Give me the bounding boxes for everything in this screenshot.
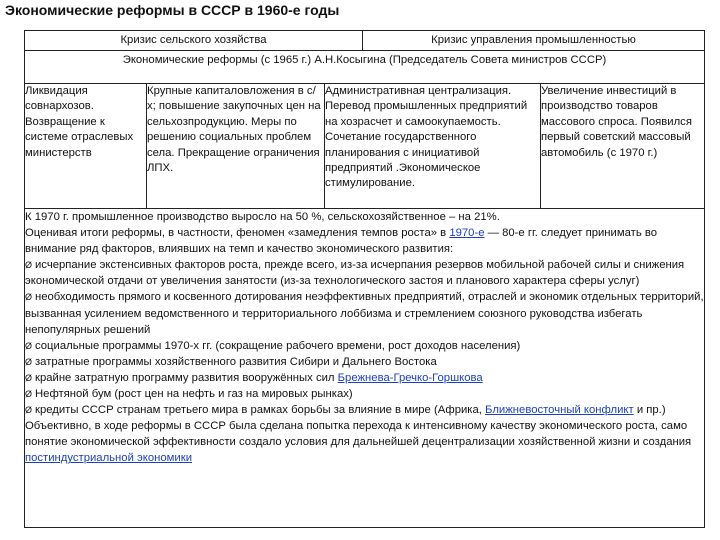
bullet-arrow-icon: Ø <box>25 292 33 303</box>
column-consumer-goods: Увеличение инвестиций в производство товаров массового спроса. Появился первый советский массовый автомобиль (с 1970 г.) <box>541 84 705 209</box>
bullet-arrow-icon: Ø <box>25 340 33 351</box>
assessment-paragraph: Оценивая итоги реформы, в частности, феномен «замедления темпов роста» в 1970-е — 80-е гг. следует принимать во внимание ряд факторов, влиявших на темп и качество экономического развития: <box>25 227 658 256</box>
conclusion-paragraph: Объективно, в ходе реформы в СССР была сделана попытка перехода к интенсивному качеству экономического роста, само понятие экономической эффективности создало условия для дальнейшей децентрализации хозяйственной жизни и создания постиндустриальной экономики <box>25 420 692 465</box>
link-middle-east-conflict[interactable]: Ближневосточный конфликт <box>485 404 634 417</box>
bullet-arrow-icon: Ø <box>25 372 33 383</box>
factor-item: Ø необходимость прямого и косвенного дотирования неэффективных предприятий, отраслей и экономик отдельных территорий, вызванная усилением ведомственного и территориального лоббизма и стремлением союзного руководства избегать непопулярных решений <box>25 291 704 336</box>
link-postindustrial-economy[interactable]: постиндустриальной экономики <box>25 452 192 465</box>
bullet-arrow-icon: Ø <box>25 356 33 367</box>
factor-item: Ø Нефтяной бум (рост цен на нефть и газ на мировых рынках) <box>25 386 704 402</box>
page-title: Экономические реформы в СССР в 1960-е годы <box>5 2 340 18</box>
results-paragraph: К 1970 г. промышленное производство выросло на 50 %, сельскохозяйственное – на 21%. <box>25 211 500 223</box>
header-agriculture-crisis: Кризис сельского хозяйства <box>25 31 363 51</box>
column-ministries: Ликвидация совнархозов. Возвращение к системе отраслевых министерств <box>25 84 147 209</box>
factor-item: Ø социальные программы 1970-х гг. (сокращение рабочего времени, рост доходов населения) <box>25 338 704 354</box>
link-1970s[interactable]: 1970-е <box>449 227 485 240</box>
header-industry-crisis: Кризис управления промышленностью <box>363 31 705 51</box>
bullet-arrow-icon: Ø <box>25 389 33 400</box>
column-agriculture: Крупные капиталовложения в с/х; повышение закупочных цен на сельхозпродукцию. Меры по решению социальных проблем села. Прекращение ограничения ЛПХ. <box>147 84 325 209</box>
column-industry: Административная централизация. Перевод промышленных предприятий на хозрасчет и самоокупаемость. Сочетание государственного планирования с инициативой предприятий .Экономическое стимулирование. <box>325 84 541 209</box>
kosygin-reform-row: Экономические реформы (с 1965 г.) А.Н.Косыгина (Председатель Совета министров СССР) <box>25 51 705 84</box>
reforms-table <box>24 30 705 528</box>
reform-results <box>25 209 705 528</box>
bullet-arrow-icon: Ø <box>25 260 33 271</box>
bullet-arrow-icon: Ø <box>25 405 33 416</box>
factor-item: Ø затратные программы хозяйственного развития Сибири и Дальнего Востока <box>25 354 704 370</box>
factor-item: Ø исчерпание экстенсивных факторов роста, прежде всего, из-за исчерпания резервов мобильной рабочей силы и снижения экономической отдачи от увеличения занятости (из-за технологического застоя и планового характера сферы услуг) <box>25 259 685 288</box>
link-brezhnev-grechko-gorshkov[interactable]: Брежнева-Гречко-Горшкова <box>337 371 483 384</box>
factor-item: Ø крайне затратную программу развития вооружённых сил Брежнева-Гречко-Горшкова <box>25 370 704 386</box>
factor-item: Ø кредиты СССР странам третьего мира в рамках борьбы за влияние в мире (Африка, Ближневосточный конфликт и пр.) <box>25 402 704 418</box>
